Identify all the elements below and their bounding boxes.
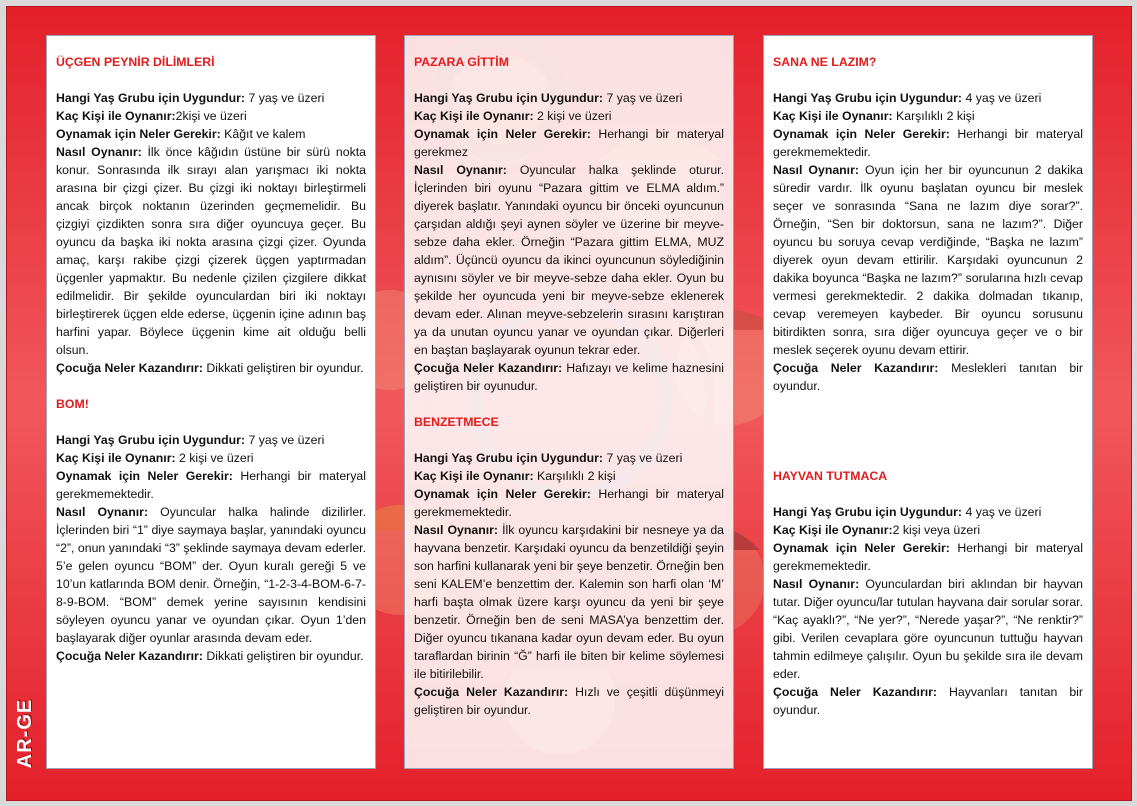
field-label: Nasıl Oynanır:	[773, 163, 859, 177]
field-value: Oyunculardan biri aklından bir hayvan tutar. Diğer oyuncu/lar tutulan hayvana dair sorular sorar. “Kaç ayaklı?”, “Ne yer?”, “Nerede yaşar?”, “Ne renktir?” gibi. Verilen cevaplara göre oyuncunun tuttuğu hayvan tahmin edilmeye çalışılır. Oyun bu şekilde sıra ile devam eder.	[773, 577, 1083, 681]
field-value: Hızlı ve çeşitli düşünmeyi geliştiren bir oyundur.	[414, 685, 724, 717]
age-group-row	[56, 431, 366, 449]
field-label: Kaç Kişi ile Oynanır:	[56, 109, 176, 123]
field-value: 2 kişi veya üzeri	[892, 523, 981, 537]
materials-row	[414, 125, 724, 161]
age-group-row	[414, 89, 724, 107]
field-label: Hangi Yaş Grubu için Uygundur:	[414, 451, 604, 465]
benefits-row	[773, 359, 1083, 395]
column-right	[763, 35, 1093, 769]
section-title: BENZETMECE	[414, 415, 499, 429]
section-title: ÜÇGEN PEYNİR DİLİMLERİ	[56, 55, 215, 69]
field-value: 4 yaş ve üzeri	[962, 91, 1042, 105]
benefits-row	[773, 683, 1083, 719]
field-value: 7 yaş ve üzeri	[603, 91, 683, 105]
field-value: Dikkati geliştiren bir oyundur.	[202, 361, 364, 375]
field-label: Hangi Yaş Grubu için Uygundur:	[773, 91, 963, 105]
field-value: 4 yaş ve üzeri	[962, 505, 1042, 519]
section-title: HAYVAN TUTMACA	[773, 469, 888, 483]
benefits-row	[414, 359, 724, 395]
field-label: Kaç Kişi ile Oynanır:	[773, 109, 893, 123]
how-to-play-row	[773, 161, 1083, 359]
field-label: Kaç Kişi ile Oynanır:	[56, 451, 176, 465]
field-value: Hafızayı ve kelime haznesini geliştiren bir oyunudur.	[414, 361, 725, 393]
column-left	[46, 35, 376, 769]
field-label: Oynamak için Neler Gerekir:	[56, 469, 233, 483]
benefits-row	[56, 359, 366, 377]
how-to-play-row	[414, 161, 724, 359]
field-label: Hangi Yaş Grubu için Uygundur:	[56, 433, 246, 447]
section-title: BOM!	[56, 397, 89, 411]
how-to-play-row	[56, 503, 366, 647]
player-count-row	[56, 107, 366, 125]
age-group-row	[414, 449, 724, 467]
player-count-row	[773, 521, 1083, 539]
field-label: Oynamak için Neler Gerekir:	[773, 541, 950, 555]
age-group-row	[773, 89, 1083, 107]
materials-row	[773, 125, 1083, 161]
field-value: Dikkati geliştiren bir oyundur.	[202, 649, 364, 663]
how-to-play-row	[414, 521, 724, 683]
materials-row	[414, 485, 724, 521]
field-label: Çocuğa Neler Kazandırır:	[773, 361, 939, 375]
benefits-row	[414, 683, 724, 719]
field-label: Hangi Yaş Grubu için Uygundur:	[773, 505, 963, 519]
field-label: Oynamak için Neler Gerekir:	[56, 127, 221, 141]
section-title: PAZARA GİTTİM	[414, 55, 509, 69]
section-title: SANA NE LAZIM?	[773, 55, 877, 69]
field-value: Karşılıklı 2 kişi	[892, 109, 975, 123]
arge-logo	[14, 696, 38, 770]
field-value: Hayvanları tanıtan bir oyundur.	[773, 685, 1083, 717]
field-label: Nasıl Oynanır:	[56, 505, 149, 519]
field-label: Kaç Kişi ile Oynanır:	[414, 109, 534, 123]
field-value: 2 kişi ve üzeri	[175, 451, 254, 465]
field-label: Kaç Kişi ile Oynanır:	[773, 523, 893, 537]
field-value: Herhangi bir materyal gerekmez	[414, 127, 724, 159]
age-group-row	[56, 89, 366, 107]
field-value: Herhangi bir materyal gerekmemektedir.	[773, 127, 1083, 159]
field-label: Oynamak için Neler Gerekir:	[773, 127, 950, 141]
field-value: 2kişi ve üzeri	[175, 109, 247, 123]
player-count-row	[773, 107, 1083, 125]
field-value: 7 yaş ve üzeri	[603, 451, 683, 465]
benefits-row	[56, 647, 366, 665]
how-to-play-row	[773, 575, 1083, 683]
field-label: Nasıl Oynanır:	[56, 145, 142, 159]
field-value: 7 yaş ve üzeri	[245, 91, 325, 105]
field-label: Çocuğa Neler Kazandırır:	[56, 361, 203, 375]
field-label: Nasıl Oynanır:	[773, 577, 860, 591]
player-count-row	[56, 449, 366, 467]
field-value: İlk önce kâğıdın üstüne bir sürü nokta konur. Sonrasında ilk sırayı alan yarışmacı iki nokta arasına bir çizgi çizer. Bu çizgi iki noktayı birleştirmeli ancak birçok noktanın üzerinden geçmemelidir. Bu çizgiyi çizdikten sonra sıra diğer oyuncuya geçer. Bu oyuncu da başka iki nokta arasına çizgi çizer. Oyunda amaç, karşı rakibe çizgi çizerek üçgen yaptırmadan üçgenler yapmaktır. Bu nedenle çizilen çizgilere dikkat edilmelidir. Bir şekilde oyunculardan biri iki noktayı birleştirerek üçgen elde ederse, üçgenin içine adının baş harfini yapar. Böylece üçgenin kime ait olduğu belli olsun.	[56, 145, 366, 357]
materials-row	[56, 467, 366, 503]
field-value: Oyun için her bir oyuncunun 2 dakika süredir vardır. İlk oyunu başlatan oyuncu bir meslek seçer ve sonrasında “Sana ne lazım diye sorar?”. Örneğin, “Sen bir doktorsun, sana ne lazım?”. Diğer oyuncu bu soruya cevap verdiğinde, “Başka ne lazım” diyerek oyun devam ettirilir. Karşıdaki oyuncunun 2 dakika boyunca “Başka ne lazım?” sorularına hızlı cevap vermesi gerekmektedir. 2 dakika dolmadan tıkanıp, cevap veremeyen kaybeder. Bir oyuncu sorusunu bitirdikten sonra, sıra diğer oyuncuya geçer ve o bir meslek seçerek oyunu devam ettirir.	[773, 163, 1083, 357]
field-label: Oynamak için Neler Gerekir:	[414, 127, 591, 141]
materials-row	[773, 539, 1083, 575]
field-label: Çocuğa Neler Kazandırır:	[414, 685, 569, 699]
materials-row	[56, 125, 366, 143]
field-label: Hangi Yaş Grubu için Uygundur:	[56, 91, 246, 105]
field-value: Herhangi bir materyal gerekmemektedir.	[56, 469, 366, 501]
field-value: 7 yaş ve üzeri	[245, 433, 325, 447]
field-value: 2 kişi ve üzeri	[533, 109, 612, 123]
player-count-row	[414, 467, 724, 485]
player-count-row	[414, 107, 724, 125]
field-value: Herhangi bir materyal gerekmemektedir.	[773, 541, 1083, 573]
field-value: Kâğıt ve kalem	[220, 127, 306, 141]
field-label: Nasıl Oynanır:	[414, 523, 499, 537]
field-label: Oynamak için Neler Gerekir:	[414, 487, 591, 501]
field-label: Nasıl Oynanır:	[414, 163, 507, 177]
field-label: Çocuğa Neler Kazandırır:	[56, 649, 203, 663]
age-group-row	[773, 503, 1083, 521]
field-value: Oyuncular halka şeklinde oturur. İçlerinden biri oyunu “Pazara gittim ve ELMA aldım.” diyerek başlatır. Yanındaki oyuncu bir önceki oyuncunun çarşıdan aldığı şeyi aynen söyler ve üzerine bir meyve-sebze daha ekler. Örneğin “Pazara gittim ELMA, MUZ aldım”. Üçüncü oyuncu da ikinci oyuncunun söylediğinin aynısını söyler ve bir meyve-sebze daha ekler. Oyun bu şekilde her oyuncuda yeni bir meyve-sebze eklenerek devam eder. Alınan meyve-sebzelerin sırasını karıştıran ya da unutan oyuncu yanar ve oyundan çıkar. Diğerleri en baştan başlayarak oyunun tekrar eder.	[414, 163, 725, 357]
how-to-play-row	[56, 143, 366, 359]
arge-logo-text: AR-GE	[14, 698, 37, 768]
field-label: Çocuğa Neler Kazandırır:	[414, 361, 563, 375]
field-label: Çocuğa Neler Kazandırır:	[773, 685, 938, 699]
field-label: Kaç Kişi ile Oynanır:	[414, 469, 534, 483]
field-value: Karşılıklı 2 kişi	[533, 469, 616, 483]
column-middle	[404, 35, 734, 769]
field-value: Oyuncular halka halinde dizilirler. İçlerinden biri “1” diye saymaya başlar, yanındaki oyuncu “2”, onun yanındaki “3” şeklinde saymaya devam ederler. 5’e gelen oyuncu “BOM” der. Oyun kuralı gereği 5 ve 10’un katlarında BOM denir. Örneğin, “1-2-3-4-BOM-6-7-8-9-BOM. “BOM” demek yerine sayısının kendisini söyleyen oyuncu yanar ve oyundan çıkar. Oyun 1’den başlayarak diğer oyunlar arasında devam eder.	[56, 505, 366, 645]
field-value: İlk oyuncu karşıdakini bir nesneye ya da hayvana benzetir. Karşıdaki oyuncu da benzetildiği şeyin son harfini kullanarak yeni bir şeye benzetir. Örneğin ben seni KALEM’e benzettim der. Kalemin son harfi olan ‘M’ harfi başta olmak üzere karşı oyuncu da yeni bir şeye benzetir. Örneğin ben de seni MASA’ya benzettim der. Diğer oyuncu tıkanana kadar oyun devam eder. Bu oyun taraflardan birinin “Ğ” harfi ile biten bir kelime söylemesi ile bitirilebilir.	[414, 523, 724, 681]
field-value: Meslekleri tanıtan bir oyundur.	[773, 361, 1083, 393]
field-label: Hangi Yaş Grubu için Uygundur:	[414, 91, 604, 105]
field-value: Herhangi bir materyal gerekmemektedir.	[414, 487, 724, 519]
